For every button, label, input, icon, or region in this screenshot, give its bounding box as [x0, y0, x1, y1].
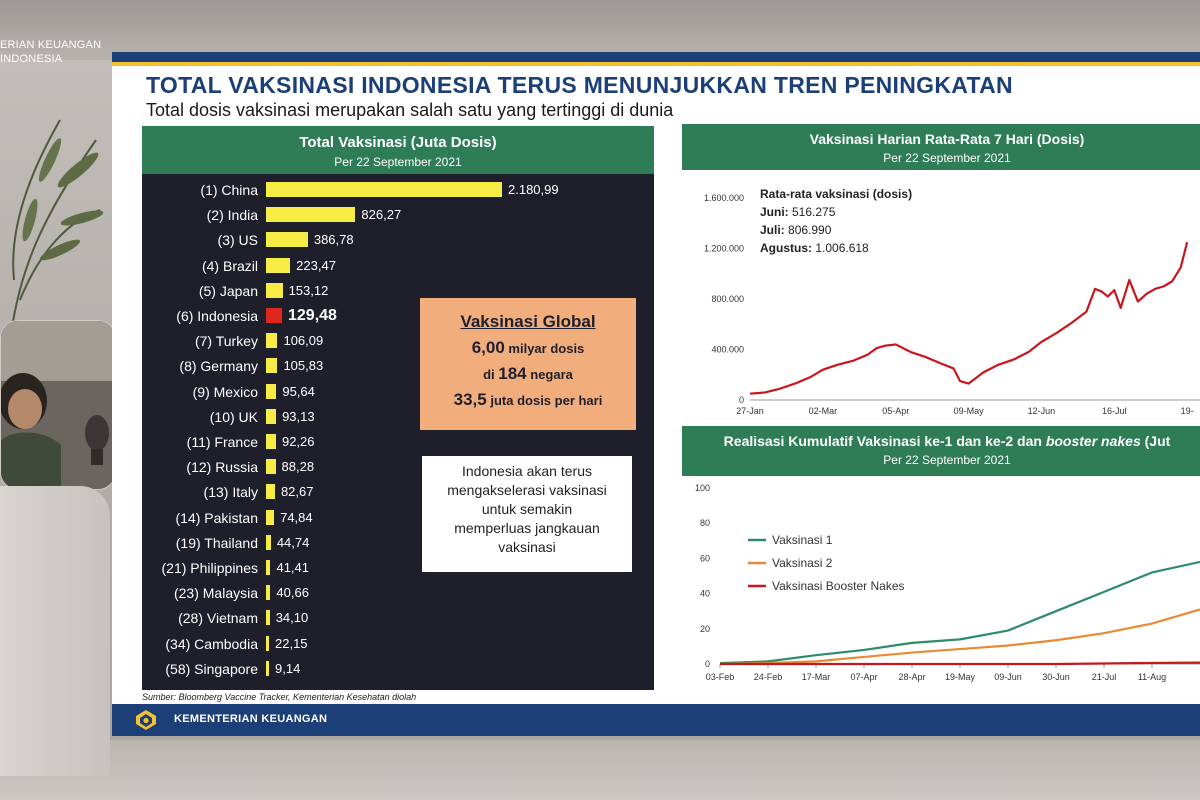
- bar-row: [142, 178, 654, 203]
- y-tick-label: 40: [699, 588, 710, 599]
- global-vaccination-box: [420, 298, 636, 430]
- floor: [0, 740, 1200, 800]
- bar-value-label: 153,12: [288, 282, 329, 298]
- bar: [266, 610, 270, 625]
- x-tick-label: 09-Jun: [994, 672, 1022, 682]
- slide-top-accent: [112, 62, 1200, 66]
- daily-average-line-chart: [680, 176, 1200, 422]
- cumulative-date: Per 22 September 2021: [883, 453, 1011, 467]
- y-tick-label: 400.000: [711, 344, 744, 355]
- annotation-line: Juli: 806.990: [760, 223, 832, 237]
- legend-label: Vaksinasi Booster Nakes: [772, 579, 905, 593]
- bar-value-label: 386,78: [313, 232, 354, 248]
- global-countries-value: 184: [498, 364, 527, 383]
- bar: [266, 283, 283, 298]
- cumulative-title-italic: booster nakes: [1045, 433, 1141, 449]
- bar-category-label: (58) Singapore: [165, 660, 258, 677]
- total-vaccination-header: [142, 126, 654, 174]
- bar: [266, 459, 276, 474]
- bar-value-label: 95,64: [282, 383, 315, 399]
- org-watermark: [0, 38, 101, 66]
- plant-decoration: [0, 100, 110, 340]
- x-tick-label: 19-May: [944, 672, 976, 682]
- bar-category-label: (23) Malaysia: [173, 585, 258, 602]
- bar-value-label: 44,74: [276, 534, 310, 550]
- bar-value-label: 106,09: [283, 333, 324, 349]
- y-tick-label: 100: [694, 483, 710, 493]
- x-tick-label: 16-Jul: [1102, 406, 1127, 416]
- bar-category-label: (2) India: [206, 207, 258, 224]
- x-tick-label: 07-Apr: [850, 672, 878, 682]
- x-tick-label: 28-Apr: [898, 672, 926, 682]
- bar: [266, 484, 275, 499]
- acceleration-note: [422, 456, 632, 572]
- bar-row: [142, 254, 654, 279]
- bar-category-label: (7) Turkey: [194, 333, 258, 350]
- bar: [266, 409, 276, 424]
- cumulative-series: [720, 609, 1200, 664]
- x-tick-label: 19-: [1180, 406, 1194, 416]
- bar: [266, 358, 277, 373]
- bar-value-label: 129,48: [288, 307, 337, 324]
- bar-category-label: (21) Philippines: [161, 560, 258, 576]
- bar-category-label: (4) Brazil: [201, 257, 258, 274]
- bar-category-label: (1) China: [200, 182, 258, 198]
- bar-category-label: (12) Russia: [186, 459, 258, 476]
- y-tick-label: 0: [704, 659, 710, 669]
- note-line: vaksinasi: [498, 539, 556, 555]
- annotation-title: Rata-rata vaksinasi (dosis): [760, 187, 913, 201]
- bar-row: [142, 606, 654, 631]
- bar-value-label: 34,10: [275, 610, 309, 626]
- podium: [0, 486, 110, 776]
- y-tick-label: 0: [738, 395, 744, 405]
- global-doses-text: milyar dosis: [508, 341, 585, 356]
- global-daily-text: juta dosis per hari: [490, 393, 603, 408]
- note-line: memperluas jangkauan: [454, 520, 600, 536]
- bar-category-label: (9) Mexico: [192, 383, 258, 400]
- cumulative-header: [682, 426, 1200, 476]
- daily-average-header: [682, 124, 1200, 170]
- bar-value-label: 2.180,99: [508, 182, 559, 197]
- bar-category-label: (3) US: [217, 232, 258, 249]
- slide-top-bar: [112, 52, 1200, 62]
- note-line: Indonesia akan terus: [462, 463, 592, 479]
- bar-row: [142, 430, 654, 455]
- cumulative-line-chart: [680, 478, 1200, 702]
- bar-category-label: (5) Japan: [198, 282, 258, 299]
- cumulative-title-prefix: Realisasi Kumulatif Vaksinasi ke-1 dan ke-2 dan: [723, 433, 1046, 449]
- bar-value-label: 93,13: [282, 408, 315, 424]
- bar-category-label: (14) Pakistan: [175, 509, 258, 526]
- y-tick-label: 80: [699, 518, 710, 529]
- bar: [266, 434, 276, 449]
- cumulative-title: [682, 433, 1200, 449]
- x-tick-label: 09-May: [953, 406, 984, 416]
- legend-label: Vaksinasi 2: [772, 556, 833, 570]
- x-tick-label: 03-Feb: [705, 672, 735, 682]
- bar-category-label: (6) Indonesia: [176, 308, 258, 324]
- bar-value-label: 82,67: [280, 484, 314, 500]
- bar-category-label: (34) Cambodia: [165, 635, 258, 652]
- slide-subtitle: Total dosis vaksinasi merupakan salah satu yang tertinggi di dunia: [146, 100, 674, 120]
- x-tick-label: 02-Mar: [808, 406, 838, 416]
- bar-category-label: (19) Thailand: [175, 534, 258, 551]
- slide-title: TOTAL VAKSINASI INDONESIA TERUS MENUNJUKKAN TREN PENINGKATAN: [146, 72, 1013, 98]
- bar: [266, 258, 290, 273]
- note-line: untuk semakin: [481, 501, 573, 517]
- total-vaccination-bar-chart: [142, 174, 654, 690]
- x-tick-label: 05-Apr: [882, 406, 910, 416]
- x-tick-label: 17-Mar: [801, 672, 831, 682]
- global-countries-line: [420, 364, 636, 384]
- bar: [266, 535, 271, 550]
- bar-row: [142, 203, 654, 228]
- ceiling: [0, 0, 1200, 60]
- bar-value-label: 826,27: [361, 207, 402, 223]
- speaker-portrait: [1, 321, 116, 490]
- bar-category-label: (11) France: [186, 434, 258, 450]
- bar: [266, 384, 276, 399]
- y-tick-label: 20: [699, 623, 710, 634]
- bar: [266, 182, 502, 197]
- speaker-video-thumbnail[interactable]: [0, 320, 116, 490]
- source-note: Sumber: Bloomberg Vaccine Tracker, Kementerian Kesehatan diolah: [142, 692, 417, 702]
- bar-value-label: 88,28: [281, 459, 315, 475]
- global-daily-line: [420, 390, 636, 410]
- bar: [266, 333, 277, 348]
- y-tick-label: 60: [699, 553, 710, 564]
- bar: [266, 661, 269, 676]
- annotation-line: Juni: 516.275: [760, 205, 836, 219]
- bar-category-label: (13) Italy: [203, 484, 258, 501]
- bar-row: [142, 632, 654, 657]
- bar-value-label: 92,26: [281, 434, 315, 449]
- global-doses-line: [420, 338, 636, 358]
- x-tick-label: 12-Jun: [1027, 406, 1056, 416]
- x-tick-label: 27-Jan: [736, 406, 764, 416]
- global-countries-text: negara: [530, 367, 573, 382]
- bar-value-label: 223,47: [296, 257, 336, 273]
- bar: [266, 636, 269, 651]
- footer-label: KEMENTERIAN KEUANGAN: [174, 713, 328, 725]
- ministry-logo-icon: [134, 709, 158, 731]
- cumulative-title-suffix: (Jut: [1140, 433, 1171, 449]
- x-tick-label: 30-Jun: [1042, 672, 1070, 682]
- total-vaccination-date: Per 22 September 2021: [334, 155, 462, 169]
- bar-value-label: 41,41: [276, 560, 310, 575]
- bar-category-label: (8) Germany: [179, 358, 258, 375]
- y-tick-label: 1.600.000: [703, 193, 744, 203]
- bar: [266, 585, 270, 600]
- bar: [266, 560, 270, 575]
- global-doses-value: 6,00: [471, 338, 505, 357]
- bar-row: [142, 581, 654, 606]
- presentation-slide: [112, 52, 1200, 736]
- y-tick-label: 1.200.000: [703, 243, 744, 254]
- note-line: mengakselerasi vaksinasi: [447, 482, 607, 498]
- bar-value-label: 40,66: [276, 585, 309, 601]
- bar-value-label: 105,83: [283, 358, 324, 374]
- bar-row: [142, 228, 654, 253]
- y-tick-label: 800.000: [711, 294, 744, 304]
- x-tick-label: 21-Jul: [1091, 672, 1117, 682]
- legend-label: Vaksinasi 1: [772, 533, 833, 547]
- bar-value-label: 22,15: [275, 635, 308, 651]
- bar-row: [142, 657, 654, 682]
- daily-average-date: Per 22 September 2021: [883, 151, 1011, 165]
- x-tick-label: 24-Feb: [753, 672, 783, 682]
- bar-highlight: [266, 308, 282, 323]
- bar-value-label: 74,84: [280, 509, 313, 525]
- org-watermark-line-2: INDONESIA: [0, 53, 63, 65]
- total-vaccination-title: Total Vaksinasi (Juta Dosis): [299, 134, 497, 151]
- bar-category-label: (28) Vietnam: [178, 610, 258, 627]
- bar-value-label: 9,14: [275, 660, 301, 676]
- bar: [266, 232, 308, 247]
- global-daily-value: 33,5: [453, 390, 487, 409]
- bar: [266, 207, 355, 222]
- bar: [266, 510, 274, 525]
- daily-average-title: Vaksinasi Harian Rata-Rata 7 Hari (Dosis): [809, 131, 1085, 147]
- annotation-line: Agustus: 1.006.618: [760, 241, 869, 255]
- org-watermark-line-1: ERIAN KEUANGAN: [0, 39, 102, 51]
- x-tick-label: 11-Aug: [1137, 672, 1167, 682]
- global-box-title: Vaksinasi Global: [460, 312, 596, 331]
- daily-average-series: [750, 242, 1187, 394]
- bar-category-label: (10) UK: [209, 408, 258, 425]
- global-countries-prefix: di: [483, 367, 495, 382]
